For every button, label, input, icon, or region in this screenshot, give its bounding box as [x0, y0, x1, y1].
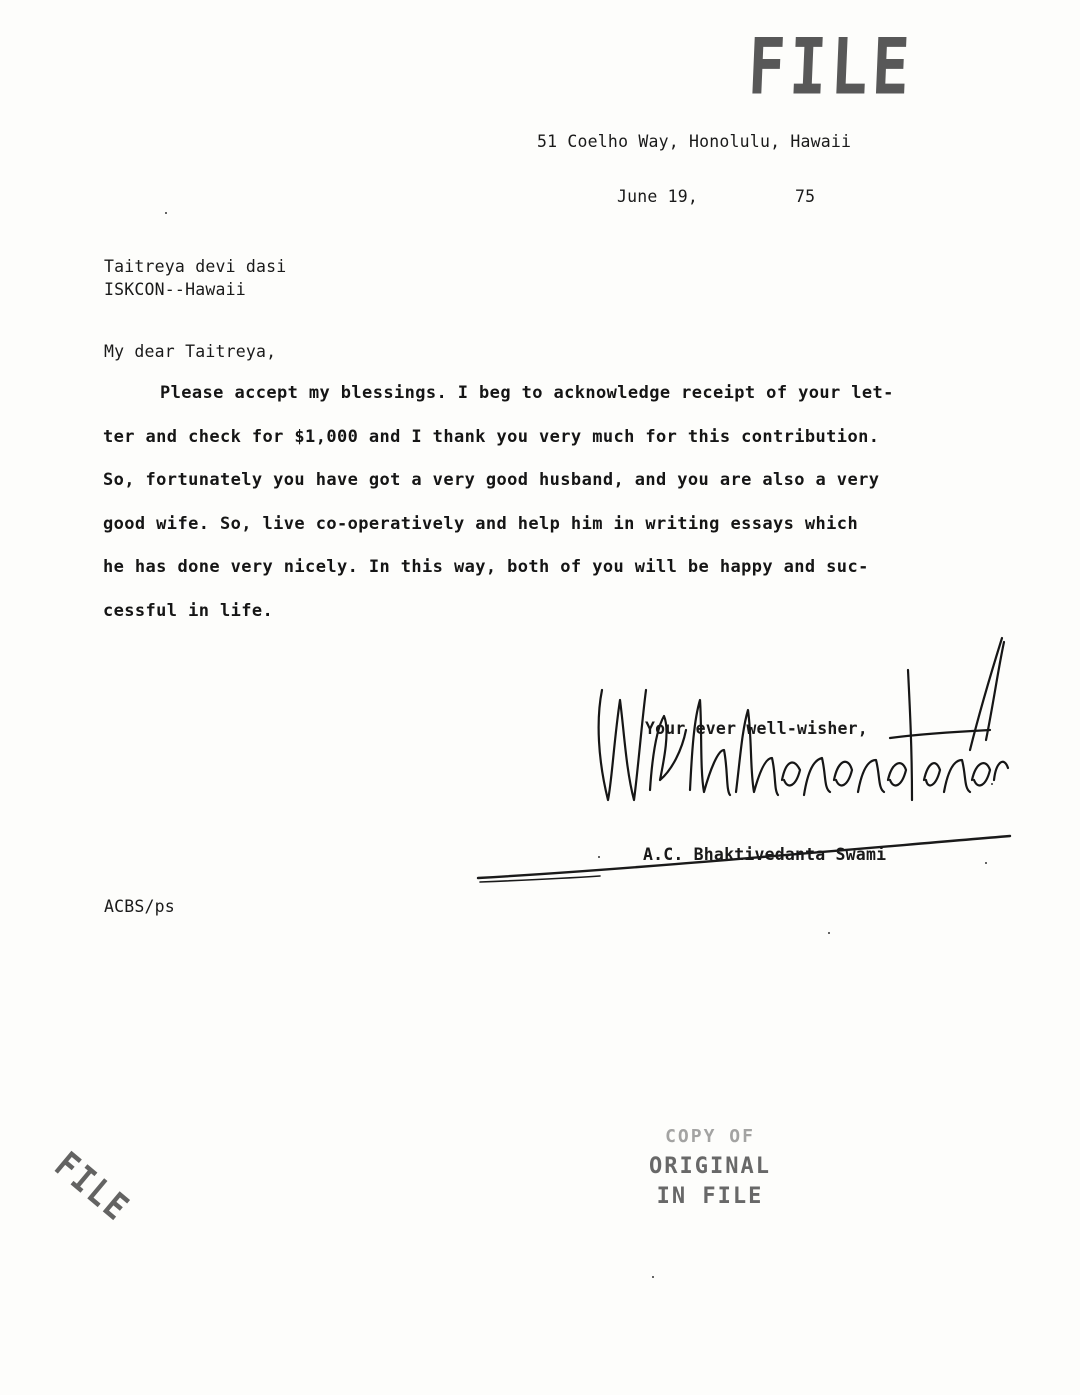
handwritten-signature — [590, 630, 1020, 820]
body-line: good wife. So, live co-operatively and help him in writing essays which — [103, 513, 859, 534]
file-stamp-top: FILE — [746, 20, 916, 113]
salutation: My dear Taitreya, — [104, 342, 277, 361]
sender-address: 51 Coelho Way, Honolulu, Hawaii — [537, 132, 852, 151]
body-line: ter and check for $1,000 and I thank you very much for this contribution. — [103, 426, 880, 447]
letter-date-year: 75 — [795, 187, 816, 206]
typed-signature-name: A.C. Bhaktivedanta Swami — [643, 845, 887, 864]
stamp-line: IN FILE — [656, 1184, 764, 1209]
body-line: So, fortunately you have got a very good husband, and you are also a very — [103, 470, 880, 491]
letter-date-month-day: June 19, — [617, 187, 699, 206]
stamp-line: COPY OF — [665, 1126, 755, 1147]
scan-speck — [991, 783, 993, 785]
copy-original-stamp — [645, 1122, 775, 1212]
closing: Your ever well-wisher, — [645, 719, 868, 738]
file-stamp-bottom-left: FILE — [46, 1144, 138, 1231]
scan-speck — [652, 1276, 654, 1278]
recipient-name: Taitreya devi dasi — [104, 257, 287, 276]
body-line: he has done very nicely. In this way, both of you will be happy and suc- — [103, 557, 869, 578]
recipient-org: ISKCON--Hawaii — [104, 280, 246, 299]
stamp-line: ORIGINAL — [649, 1154, 771, 1179]
reference-initials: ACBS/ps — [104, 897, 175, 916]
scan-speck — [828, 932, 830, 934]
body-line: cessful in life. — [103, 600, 274, 621]
scan-speck — [165, 212, 167, 214]
scan-speck — [598, 856, 600, 858]
scan-speck — [985, 862, 987, 864]
body-line: Please accept my blessings. I beg to acknowledge receipt of your let- — [160, 383, 894, 403]
letter-body — [103, 372, 983, 634]
